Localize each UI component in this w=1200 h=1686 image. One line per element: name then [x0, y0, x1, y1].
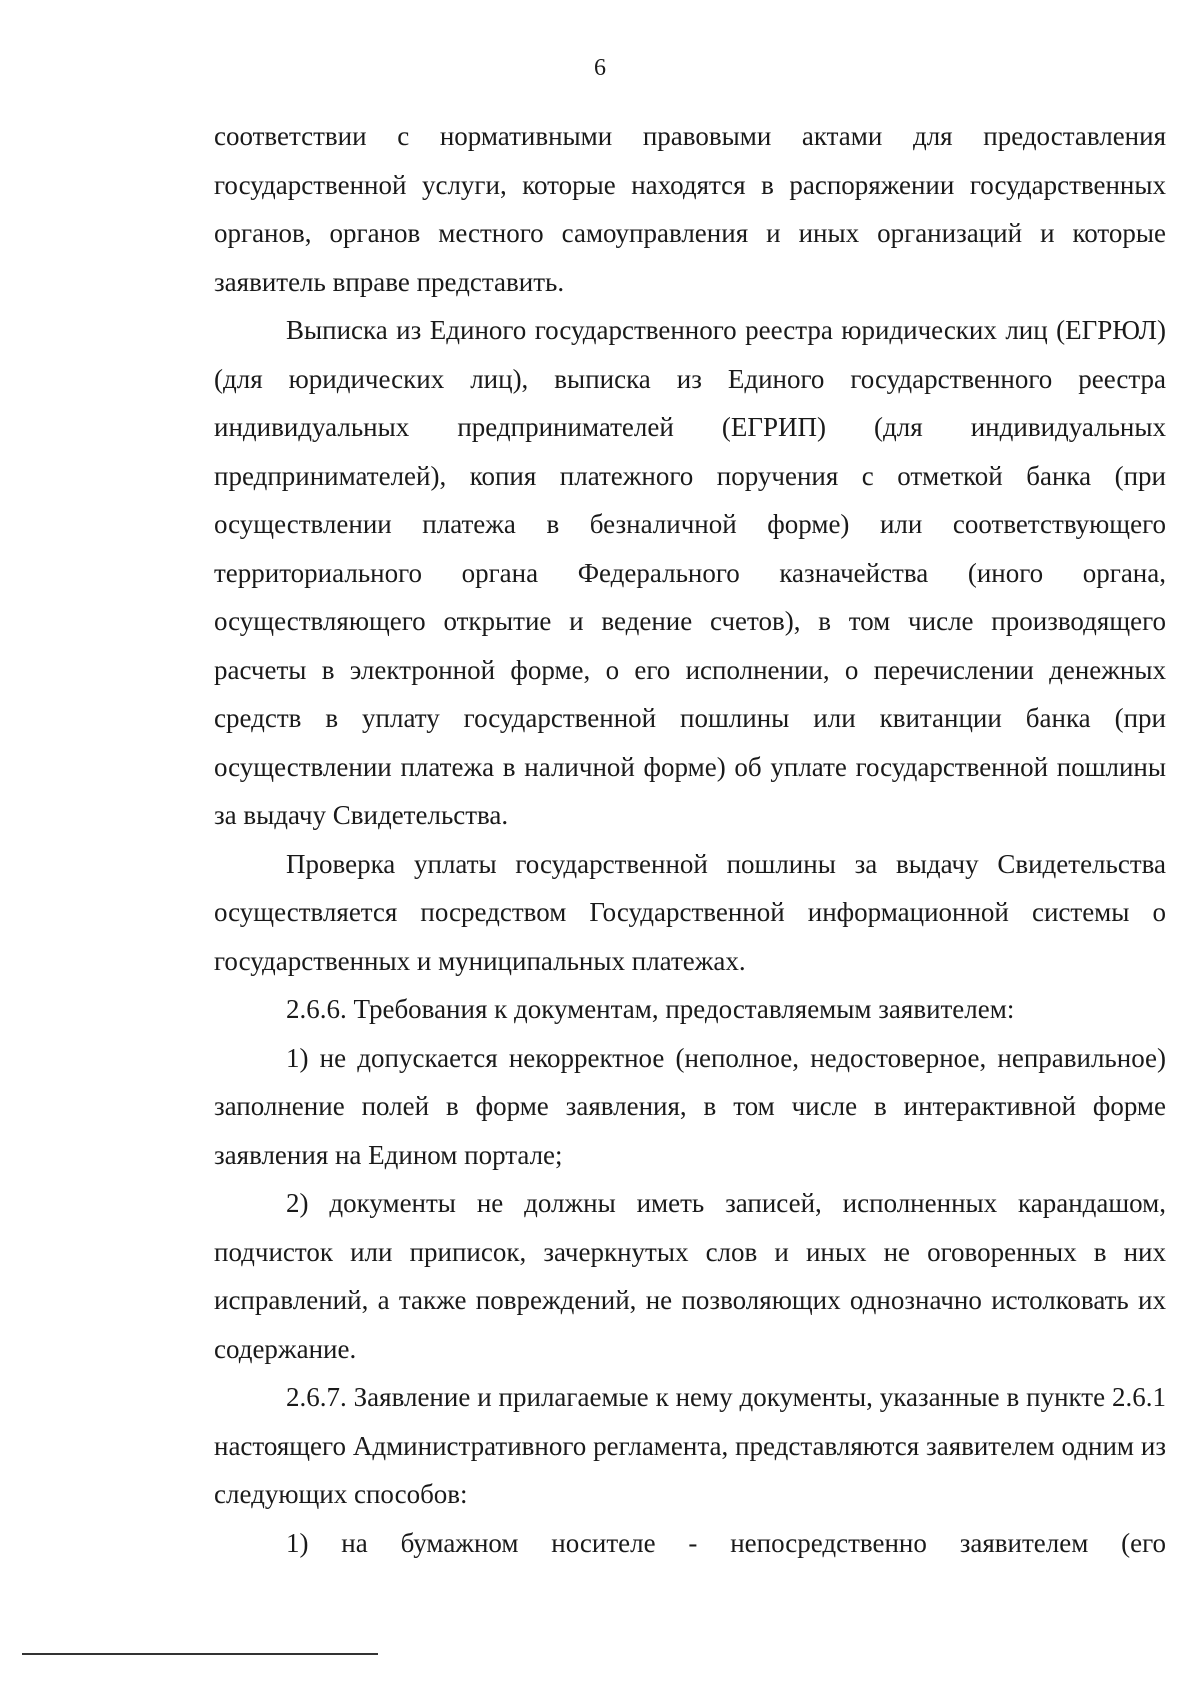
paragraph-continuation: соответствии с нормативными правовыми актами для предоставления государственной услуги, которые находятся в распоряжении государственных органов, органов местного самоуправления и иных организаций и которые заявитель вправе представить.: [214, 121, 1166, 297]
footer-rule: [22, 1653, 378, 1655]
page-number: 6: [594, 55, 606, 81]
paragraph-extracts: Выписка из Единого государственного реестра юридических лиц (ЕГРЮЛ) (для юридических лиц), выписка из Единого государственного реестра индивидуальных предпринимателей (ЕГРИП) (для индивидуальных предпринимателей), копия платежного поручения с отметкой банка (при осуществлении платежа в безналичной форме) или соответствующего территориального органа Федерального казначейства (иного органа, осуществляющего открытие и ведение счетов), в том числе производящего расчеты в электронной форме, о его исполнении, о перечислении денежных средств в уплату государственной пошлины или квитанции банка (при осуществлении платежа в наличной форме) об уплате государственной пошлины за выдачу Свидетельства.: [214, 315, 1166, 830]
paragraph-payment-check: Проверка уплаты государственной пошлины за выдачу Свидетельства осуществляется посредством Государственной информационной системы о государственных и муниципальных платежах.: [214, 848, 1166, 976]
document-body: [214, 112, 1166, 1567]
paragraph-item-2-documents: 2) документы не должны иметь записей, исполненных карандашом, подчисток или приписок, зачеркнутых слов и иных не оговоренных в них исправлений, а также повреждений, не позволяющих однозначно истолковать их содержание.: [214, 1188, 1166, 1364]
paragraph-2-6-7: 2.6.7. Заявление и прилагаемые к нему документы, указанные в пункте 2.6.1 настоящего Административного регламента, представляются заявителем одним из следующих способов:: [214, 1382, 1166, 1509]
paragraph-item-1-paper: 1) на бумажном носителе - непосредственно заявителем (его: [286, 1527, 1166, 1558]
paragraph-item-1-form-fields: 1) не допускается некорректное (неполное, недостоверное, неправильное) заполнение полей в форме заявления, в том числе в интерактивной форме заявления на Едином портале;: [214, 1042, 1166, 1170]
paragraph-2-6-6-heading: 2.6.6. Требования к документам, предоставляемым заявителем:: [286, 994, 1015, 1024]
